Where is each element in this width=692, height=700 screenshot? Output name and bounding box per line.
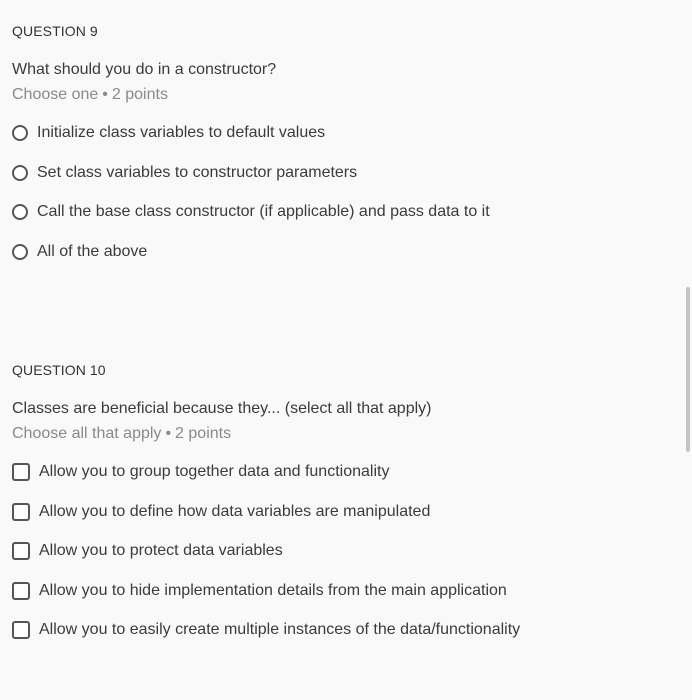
meta-separator: • bbox=[102, 86, 108, 103]
question-points: 2 points bbox=[175, 425, 232, 442]
radio-button[interactable] bbox=[12, 125, 28, 141]
option-checkbox[interactable] bbox=[12, 502, 672, 522]
checkbox[interactable] bbox=[12, 582, 30, 600]
answer-mode: Choose one bbox=[12, 86, 99, 103]
answer-options bbox=[12, 462, 672, 640]
option-checkbox[interactable] bbox=[12, 541, 672, 561]
question-10 bbox=[12, 361, 672, 660]
checkbox[interactable] bbox=[12, 621, 30, 639]
checkbox[interactable] bbox=[12, 503, 30, 521]
option-label[interactable]: Allow you to hide implementation details from the main application bbox=[39, 581, 507, 599]
option-label[interactable]: Allow you to easily create multiple instances of the data/functionality bbox=[39, 621, 521, 638]
answer-options bbox=[12, 123, 672, 262]
checkbox[interactable] bbox=[12, 542, 30, 560]
question-text: Classes are beneficial because they... (select all that apply) bbox=[12, 400, 432, 417]
option-label[interactable]: Set class variables to constructor parameters bbox=[37, 163, 358, 181]
question-9 bbox=[12, 22, 672, 281]
option-label[interactable]: Allow you to group together data and functionality bbox=[39, 463, 390, 480]
option-label[interactable]: Initialize class variables to default values bbox=[37, 124, 326, 141]
option-label[interactable]: Call the base class constructor (if applicable) and pass data to it bbox=[37, 203, 490, 220]
option-label[interactable]: All of the above bbox=[37, 242, 148, 260]
question-points: 2 points bbox=[111, 86, 168, 103]
question-text: What should you do in a constructor? bbox=[12, 61, 277, 78]
option-checkbox[interactable] bbox=[12, 620, 672, 640]
radio-button[interactable] bbox=[12, 204, 28, 220]
checkbox[interactable] bbox=[12, 463, 30, 481]
question-meta bbox=[12, 424, 672, 444]
option-radio[interactable] bbox=[12, 123, 672, 143]
option-radio[interactable] bbox=[12, 202, 672, 222]
option-checkbox[interactable] bbox=[12, 581, 672, 601]
answer-mode: Choose all that apply bbox=[12, 425, 162, 442]
option-label[interactable]: Allow you to define how data variables are manipulated bbox=[39, 502, 431, 520]
meta-separator: • bbox=[165, 425, 172, 442]
question-number: QUESTION 10 bbox=[12, 362, 106, 378]
question-meta bbox=[12, 85, 672, 105]
scrollbar-thumb[interactable] bbox=[686, 287, 690, 452]
question-number: QUESTION 9 bbox=[12, 23, 98, 39]
option-radio[interactable] bbox=[12, 163, 672, 183]
option-radio[interactable] bbox=[12, 242, 672, 262]
radio-button[interactable] bbox=[12, 165, 28, 181]
radio-button[interactable] bbox=[12, 244, 28, 260]
option-checkbox[interactable] bbox=[12, 462, 672, 482]
option-label[interactable]: Allow you to protect data variables bbox=[39, 542, 283, 559]
